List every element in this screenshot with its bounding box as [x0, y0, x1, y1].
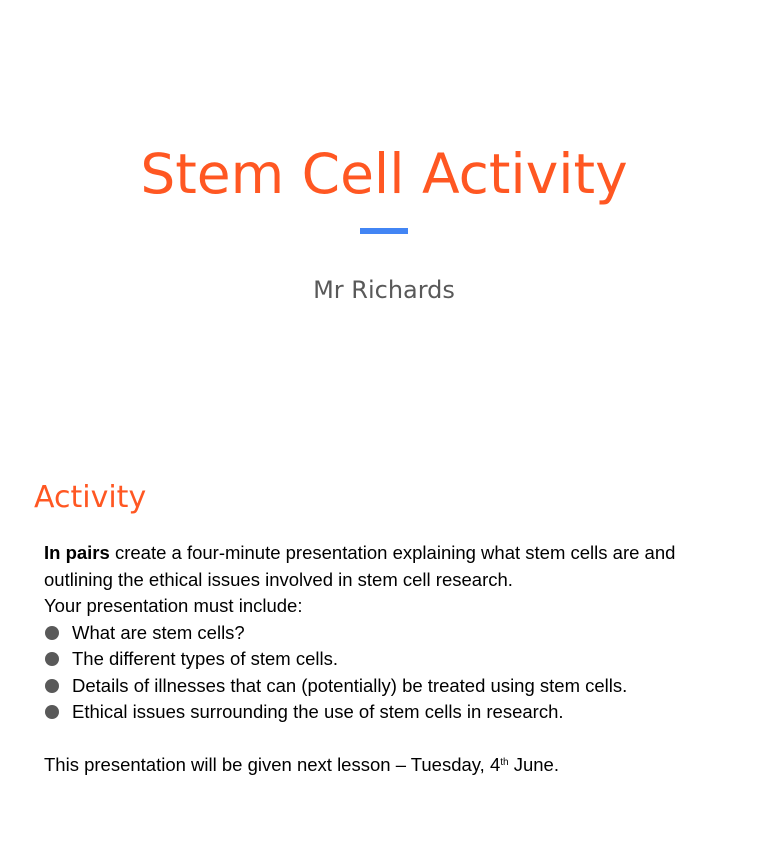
list-item-text: The different types of stem cells. [72, 648, 338, 669]
slide-subtitle: Mr Richards [313, 276, 455, 304]
bullet-icon [45, 626, 59, 640]
due-date-end: June. [508, 754, 559, 775]
slide-title: Stem Cell Activity [140, 142, 628, 206]
list-item [44, 620, 734, 647]
bullet-icon [45, 679, 59, 693]
activity-slide [0, 430, 768, 866]
list-item [44, 699, 734, 726]
activity-heading: Activity [34, 480, 147, 515]
requirements-list [44, 620, 734, 726]
intro-paragraph [44, 540, 734, 593]
bullet-icon [45, 652, 59, 666]
must-include-text: Your presentation must include: [44, 595, 303, 616]
due-date-text [44, 752, 734, 779]
activity-body [44, 540, 734, 779]
intro-text: create a four-minute presentation explaining what stem cells are and outlining the ethical issues involved in stem cell research. [44, 542, 676, 590]
due-date-main: This presentation will be given next lesson – Tuesday, 4 [44, 754, 501, 775]
list-item [44, 673, 734, 700]
paragraph-spacer [44, 726, 734, 753]
title-underline-rule [360, 228, 408, 234]
list-item-text: Details of illnesses that can (potentially) be treated using stem cells. [72, 674, 628, 696]
list-item-text: Ethical issues surrounding the use of stem cells in research. [72, 701, 564, 722]
title-slide [0, 0, 768, 430]
ordinal-suffix: th [500, 757, 509, 768]
intro-bold-text: In pairs [44, 542, 110, 563]
bullet-icon [45, 705, 59, 719]
list-item-text: What are stem cells? [72, 621, 245, 643]
list-item [44, 646, 734, 673]
